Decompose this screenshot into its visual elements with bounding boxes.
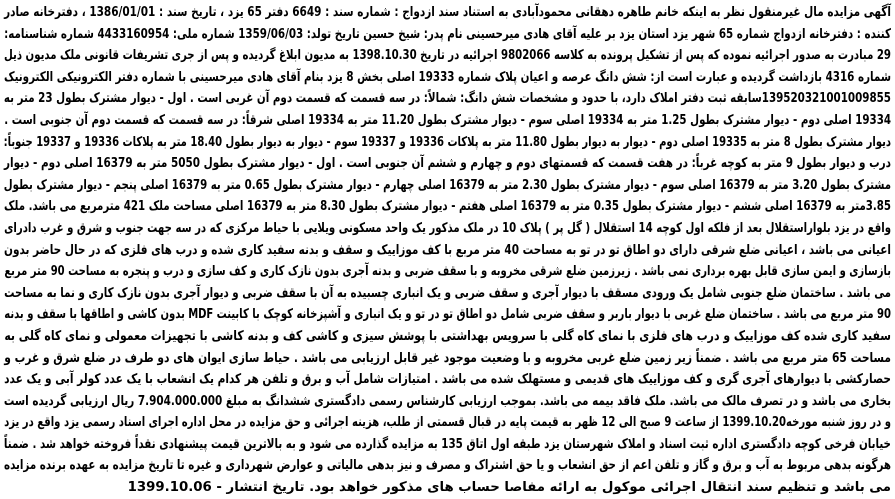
notice-line-7: دیوار مشترک بطول 8 متر به 19335 اصلی دوم - دیوار به دیوار بطول 11.80 متر به پلاکات 19336 و 19337 سوم - دیوار به دیوار بطول 18.40 متر به پلاکات 19336 و 19337 جنوباً:	[3, 134, 891, 150]
notice-line-10: 3.85متر به 16379 اصلی ششم - دیوار مشترک بطول 0.35 متر به 16379 اصلی هفتم - دیوار مشترک بطول 8.30 متر به 16379 اصلی مساحت ملک 421 مترمربع می باشد. ملک	[4, 199, 891, 215]
notice-line-13: بازسازی و ایمن سازی قابل بهره برداری نمی باشد . زیرزمین ضلع شرقی مخروبه و با سقف ضربی و بدنه آجری بدون نازک کاری و کف سازی و درب و پنجره به مساحت 90 متر مربع	[4, 264, 891, 280]
notice-line-17: مساحت 65 متر مربع می باشد . ضمناً زیر زمین ضلع غربی مخروبه و با وضعیت موجود غیر قابل ارزیابی می باشد . حیاط سازی ایوان های دو طرف در ضلع شرق و غرب و	[4, 350, 891, 366]
notice-line-20: و در روز شنبه مورخه1399.10.20 از ساعت 9 صبح الی 12 ظهر به قیمت پایه در قبال قسمتی از طلب، هزینه اجرائی و حق مزایده در محل اداره اجرای اسناد رسمی یزد واقع در یزد	[4, 415, 891, 431]
notice-line-14: می باشد . ساختمان ضلع جنوبی شامل یک ورودی مسقف با دیوار آجری و سقف ضربی و یک انباری چسبیده به آن با سقف ضربی و دیوار آجری بدون نازک کاری و نما به مساحت	[4, 285, 892, 301]
notice-line-9: مشترک بطول 3.20 متر به 16379 اصلی سوم - دیوار مشترک بطول 2.30 متر به 16379 اصلی چهارم - دیوار مشترک بطول 0.65 متر به 16379 اصلی پنجم - دیوار مشترک بطول	[3, 177, 891, 193]
notice-line-4: شماره 4316 بازداشت گردیده و عبارت است از: شش دانگ عرصه و اعیان پلاک شماره 19333 اصلی بخش 8 یزد بنام آقای هادی میرحسینی با شماره دفتر الکترونیکی الکترونیک	[3, 69, 891, 85]
notice-line-8: درب و دیوار بطول 9 متر به کوچه غرباً: در هفت قسمت که قسمتهای دوم و چهارم و ششم آن جنوبی است . اول - دیوار مشترک بطول 5050 متر به 16379 اصلی دوم - دیوار	[4, 156, 891, 172]
notice-line-19: بخاری می باشد و در تصرف مالک می باشد. ملک فاقد بیمه می باشد. بموجب ارزیابی کارشناس رسمی دادگستری ششدانگ به مبلغ 7.904.000.000 ریال ارزیابی گردیده است	[3, 393, 892, 409]
notice-line-15: 90 متر مربع می باشد . ساختمان ضلع غربی با دیوار باربر و سقف ضربی شامل دو اطاق تو در تو و یک انباری و آشپزخانه کوچک با کابینت MDF بدون کاشی و اطاقها با سقف و بدنه	[4, 307, 891, 323]
notice-line-11: واقع در یزد بلواراستقلال بعد از فلکه اول کوچه 14 استقلال ( گل پر ) پلاک 10 در ملک مذکور یک واحد مسکونی ویلایی با حیاط مرکزی که در سه جهت جنوب و شرق و غرب دادرای	[4, 220, 891, 236]
notice-line-22: هرگونه بدهی مربوط به آب و برق و گاز و تلفن اعم از حق انشعاب و یا حق اشتراک و مصرف و نیز بدهی مالیاتی و عوارض شهرداری و غیره تا تاریخ مزایده به عهده برنده مزایده	[4, 458, 892, 474]
notice-line-1: آگهی مزایده مال غیرمنقول نظر به اینکه خانم طاهره دهقانی محمودآبادی به استناد سند ازدواج : شماره سند : 6649 دفتر 65 یزد ، تاریخ سند : 1386/01/01 ، دفترخانه صادر	[4, 5, 891, 20]
notice-line-16: سفید کاری شده کف موزاییک و درب های فلزی با نمای کاه گلی با سرویس بهداشتی با پوشش سیزی و کاشی کف و بدنه کاشی با تجهیزات معمولی و نمای کاه گلی به	[4, 328, 892, 344]
notice-line-12: اعیانی می باشد ، اعیانی ضلع شرقی دارای دو اطاق تو در تو به مساحت 40 متر مربع با کف موزاییک و سقف و بدنه سفید کاری شده و درب های فلزی که در حال حاضر بدون	[4, 242, 891, 258]
notice-line-6: 19334 اصلی دوم - دیوار مشترک بطول 1.25 متر به 19334 اصلی سوم - دیوار مشترک بطول 11.20 متر به 19334 اصلی شرقاً: در سه قسمت که قسمت دوم آن جنوبی است .	[4, 112, 891, 128]
notice-line-21: خیابان فرخی کوچه دادگستری اداره ثبت اسناد و املاک شهرستان یزد طبقه اول اتاق 135 به مزایده گذارده می شود و به بالاترین قیمت پیشنهادی نقداً فروخته خواهد شد . ضمناً	[3, 436, 891, 452]
notice-line-5: 139520321001009855سابقه ثبت دفتر املاک دارد، با حدود و مشخصات شش دانگ: شمالاً: در سه قسمت که قسمت دوم آن غربی است . اول - دیوار مشترک بطول 23 متر به	[3, 91, 891, 107]
notice-line-2: کننده : دفترخانه ازدواج شماره 65 شهر یزد استان یزد بر علیه آقای هادی میرحسینی نام پدر: شیخ حسین تاریخ تولد: 1359/06/03 شماره ملی: 4433160954 شماره شناسنامه:	[4, 26, 891, 42]
notice-line-23: می باشد و تنظیم سند انتقال اجرائی موکول به ارائه مفاصا حساب های مذکور خواهد بود. تاریخ انتشار - 1399.10.06	[127, 480, 891, 496]
notice-line-3: 29 مبادرت به صدور اجرائیه نموده که پس از تشکیل پرونده به کلاسه 9802066 اجرائیه در تاریخ 1398.10.30 به مدیون ابلاغ گردیده و پس از جری تشریفات قانونی ملک مدیون ذیل	[3, 48, 891, 64]
notice-line-18: حصارکشی با دیوارهای آجری گری و کف موزاییک های قدیمی و مستهلک شده می باشد . امتیازات شامل آب و برق و تلفن هر کدام یک انشعاب با یک عدد کولر آبی و یک عدد	[4, 372, 892, 388]
